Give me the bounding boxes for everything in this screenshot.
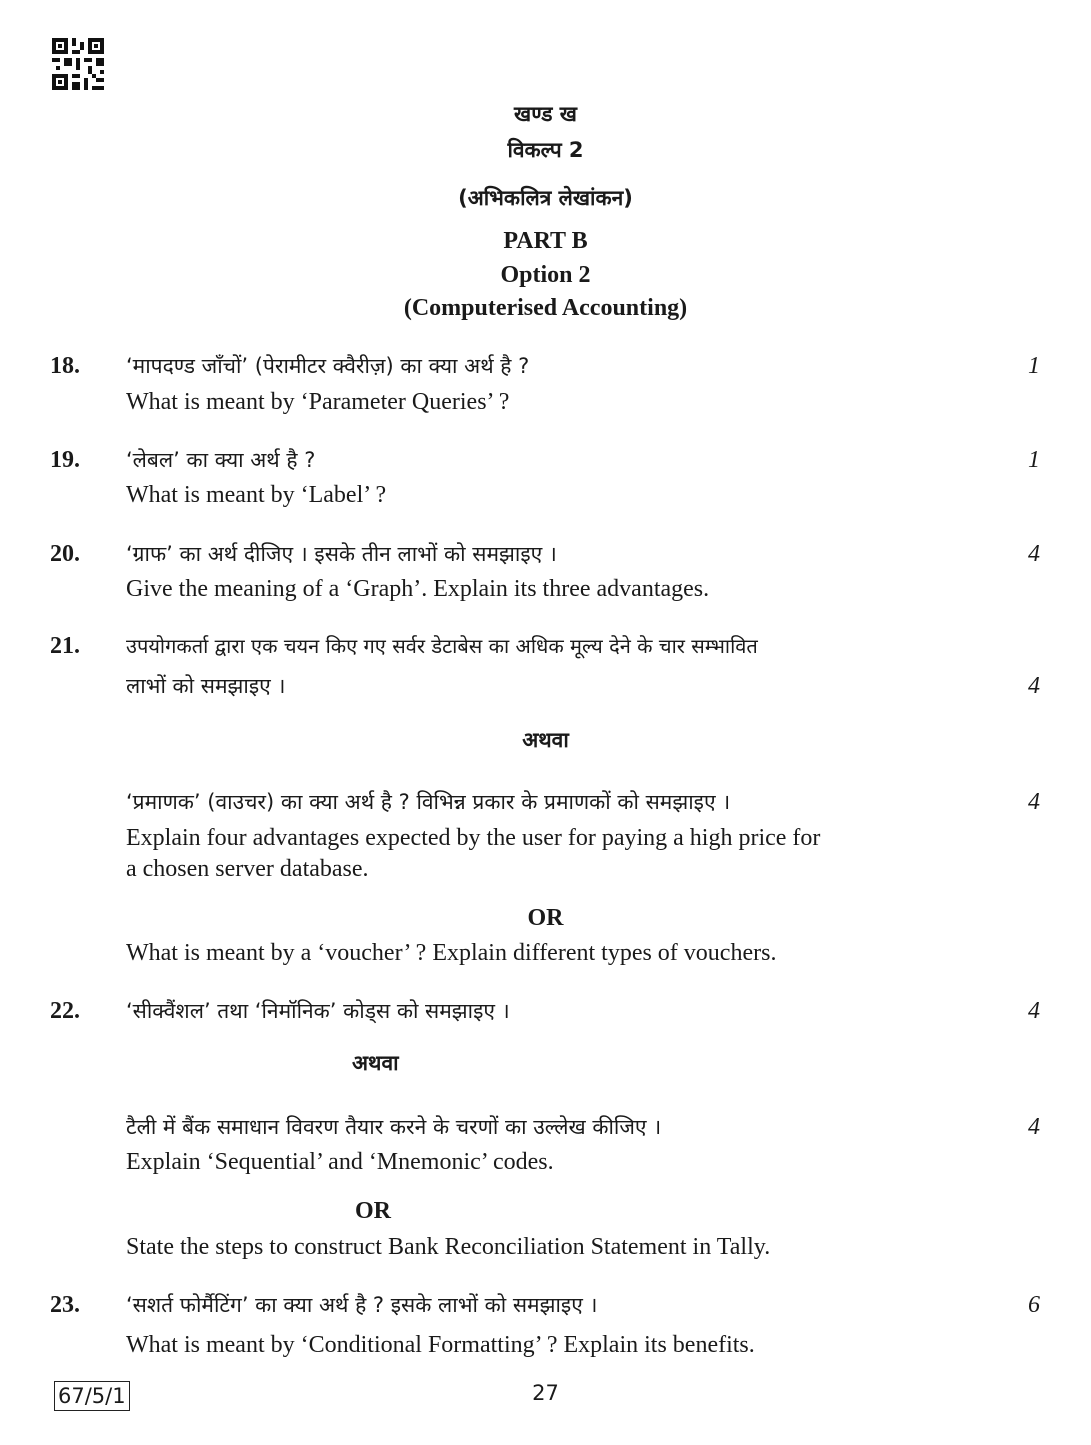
question-marks: 6 bbox=[1028, 1292, 1040, 1318]
or-label-hindi: अथवा bbox=[352, 1051, 399, 1075]
question-text-english: Explain ‘Sequential’ and ‘Mnemonic’ codes. bbox=[126, 1149, 554, 1175]
question-number: 21. bbox=[50, 633, 80, 659]
question-text-english: Give the meaning of a ‘Graph’. Explain its three advantages. bbox=[126, 576, 710, 602]
subject-title: (Computerised Accounting) bbox=[403, 295, 688, 321]
question-text-hindi-cont: लाभों को समझाइए । bbox=[126, 674, 286, 698]
alt-question-text-english: State the steps to construct Bank Reconciliation Statement in Tally. bbox=[126, 1234, 771, 1260]
question-number: 22. bbox=[50, 998, 80, 1024]
question-number: 23. bbox=[50, 1292, 80, 1318]
question-text-hindi: ‘सशर्त फोर्मैटिंग’ का क्या अर्थ है ? इसके लाभों को समझाइए । bbox=[126, 1293, 598, 1317]
subject-title-hindi: (अभिकलित्र लेखांकन) bbox=[458, 186, 633, 210]
question-marks: 1 bbox=[1028, 353, 1040, 379]
alt-question-text-hindi: ‘प्रमाणक’ (वाउचर) का क्या अर्थ है ? विभिन्न प्रकार के प्रमाणकों को समझाइए । bbox=[126, 790, 731, 814]
alt-question-text-english: What is meant by a ‘voucher’ ? Explain different types of vouchers. bbox=[126, 940, 777, 966]
part-title: PART B bbox=[503, 228, 588, 254]
question-marks: 4 bbox=[1028, 673, 1040, 699]
question-text-hindi: उपयोगकर्ता द्वारा एक चयन किए गए सर्वर डेटाबेस का अधिक मूल्य देने के चार सम्भावित bbox=[126, 634, 758, 658]
question-marks: 1 bbox=[1028, 447, 1040, 473]
question-text-hindi: ‘मापदण्ड जाँचों’ (पेरामीटर क्वैरीज़) का क्या अर्थ है ? bbox=[126, 354, 530, 378]
question-text-english: What is meant by ‘Label’ ? bbox=[126, 482, 387, 508]
alt-question-marks: 4 bbox=[1028, 1114, 1040, 1140]
question-text-english: Explain four advantages expected by the user for paying a high price for bbox=[126, 825, 821, 851]
question-marks: 4 bbox=[1028, 998, 1040, 1024]
question-number: 18. bbox=[50, 353, 80, 379]
question-text-hindi: ‘सीक्वैंशल’ तथा ‘निमॉनिक’ कोड्स को समझाइए । bbox=[126, 999, 510, 1023]
question-number: 19. bbox=[50, 447, 80, 473]
question-text-english-cont: a chosen server database. bbox=[126, 856, 369, 882]
question-text-hindi: ‘ग्राफ’ का अर्थ दीजिए । इसके तीन लाभों को समझाइए । bbox=[126, 542, 557, 566]
option-title: Option 2 bbox=[500, 262, 591, 288]
page-number: 27 bbox=[532, 1381, 559, 1405]
or-label-hindi: अथवा bbox=[522, 728, 569, 752]
question-number: 20. bbox=[50, 541, 80, 567]
question-text-english: What is meant by ‘Conditional Formatting’ ? Explain its benefits. bbox=[126, 1332, 755, 1358]
alt-question-marks: 4 bbox=[1028, 789, 1040, 815]
section-title-hindi: खण्ड ख bbox=[514, 102, 577, 126]
option-title-hindi: विकल्प 2 bbox=[507, 138, 584, 162]
or-label: OR bbox=[355, 1198, 391, 1224]
question-text-english: What is meant by ‘Parameter Queries’ ? bbox=[126, 389, 510, 415]
question-text-hindi: ‘लेबल’ का क्या अर्थ है ? bbox=[126, 448, 316, 472]
or-label: OR bbox=[527, 905, 564, 931]
qr-code-icon bbox=[52, 38, 104, 90]
paper-code: 67/5/1 bbox=[54, 1381, 130, 1411]
question-marks: 4 bbox=[1028, 541, 1040, 567]
alt-question-text-hindi: टैली में बैंक समाधान विवरण तैयार करने के चरणों का उल्लेख कीजिए । bbox=[126, 1115, 662, 1139]
